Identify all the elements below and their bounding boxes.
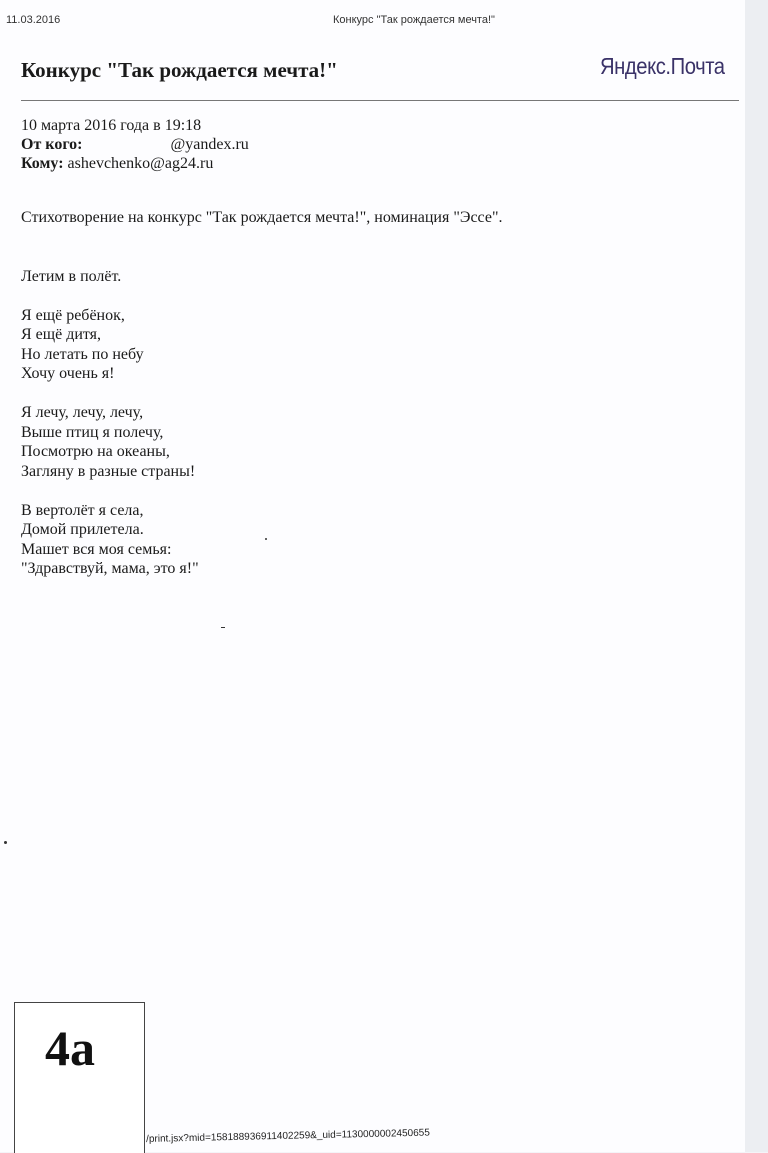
poem-line: Домой прилетела.	[21, 521, 144, 538]
dust-speck	[265, 538, 267, 540]
poem-line: Я ещё ребёнок,	[21, 306, 125, 324]
header-divider	[21, 100, 739, 101]
email-meta	[21, 116, 249, 173]
poem-line: Загляну в разные страны!	[21, 462, 196, 480]
poem-line: Но летать по небу	[21, 345, 144, 363]
to-label: Кому:	[21, 155, 64, 172]
poem-stanza	[21, 501, 502, 579]
page-edge	[745, 0, 768, 1152]
label-card	[14, 1002, 145, 1153]
poem-line: "Здравствуй, мама, это я!"	[21, 560, 199, 577]
dust-speck	[4, 841, 7, 844]
poem-line: В вертолёт я села,	[21, 501, 144, 519]
print-header-title: Конкурс "Так рождается мечта!"	[333, 14, 495, 26]
poem-line: Хочу очень я!	[21, 365, 115, 382]
yandex-mail-logo: Яндекс.Почта	[600, 53, 725, 79]
email-date: 10 марта 2016 года в 19:18	[21, 117, 202, 134]
email-subject: Конкурс "Так рождается мечта!"	[21, 58, 338, 82]
print-header-date: 11.03.2016	[6, 14, 61, 26]
to-value: ashevchenko@ag24.ru	[67, 155, 214, 172]
dust-speck	[221, 627, 225, 628]
print-footer-url: /print.jsx?mid=158188936911402259&_uid=1130000002450655	[146, 1127, 430, 1145]
email-to	[21, 154, 249, 173]
poem-title: Летим в полёт.	[21, 267, 122, 285]
from-label: От кого:	[21, 136, 83, 153]
poem-stanza	[21, 306, 502, 384]
email-intro: Стихотворение на конкурс "Так рождается мечта!", номинация "Эссе".	[21, 209, 503, 226]
poem-line: Я лечу, лечу, лечу,	[21, 404, 144, 421]
poem-line: Я ещё дитя,	[21, 326, 102, 343]
label-card-text: 4а	[45, 1020, 95, 1076]
poem-line: Посмотрю на океаны,	[21, 443, 170, 460]
email-body	[21, 208, 502, 598]
poem-line: Выше птиц я полечу,	[21, 423, 164, 441]
email-from	[21, 135, 249, 154]
poem-stanza	[21, 403, 502, 481]
from-value: @yandex.ru	[170, 136, 249, 153]
poem-line: Машет вся моя семья:	[21, 540, 172, 558]
